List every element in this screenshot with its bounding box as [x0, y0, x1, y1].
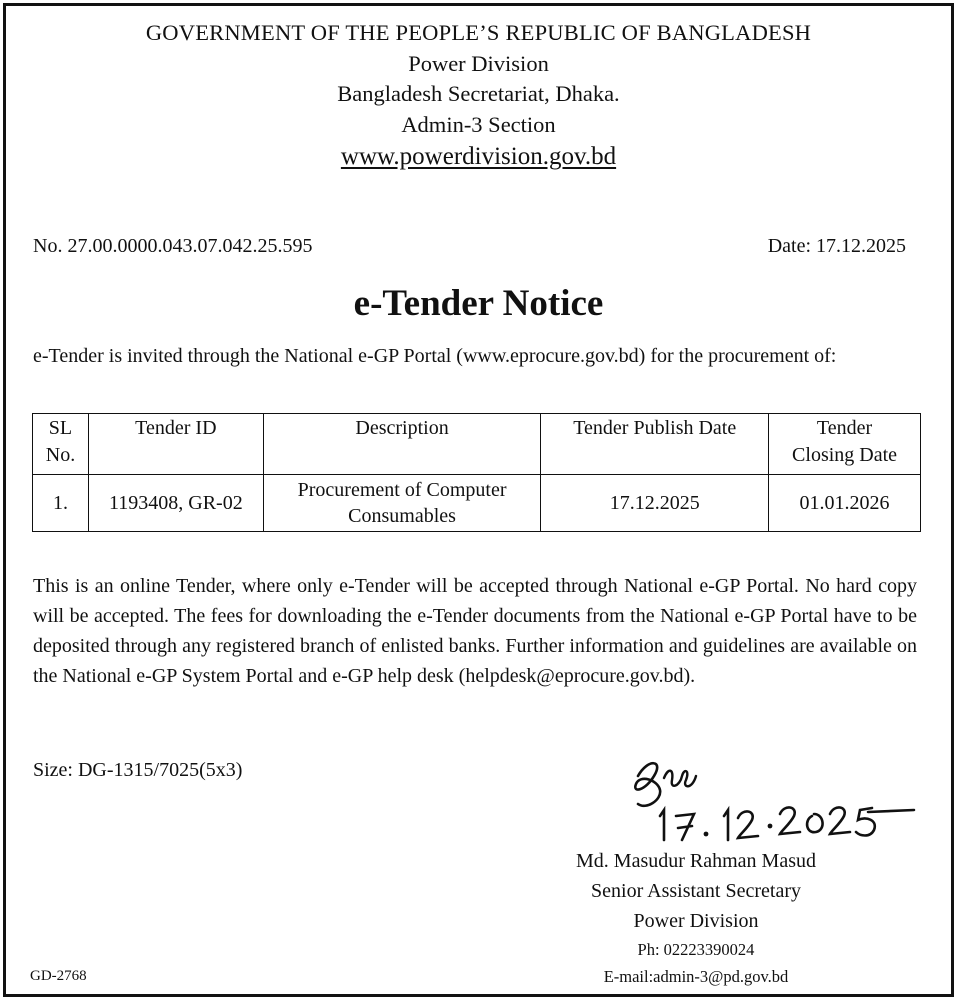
intro-text: e-Tender is invited through the National e-GP Portal (www.eprocure.gov.bd) for the procurement of:: [33, 345, 837, 367]
website-link[interactable]: www.powerdivision.gov.bd: [340, 143, 617, 170]
signatory-phone: Ph: 02223390024: [637, 940, 755, 959]
table-header-row: [33, 414, 921, 475]
tender-table: [32, 413, 921, 532]
letterhead: [6, 18, 951, 174]
section-name: Admin-3 Section: [401, 111, 556, 137]
table-row: [33, 475, 921, 532]
header-description: Description: [263, 414, 541, 475]
header-sl: SL No.: [33, 414, 89, 475]
gd-code: GD-2768: [30, 968, 87, 984]
notice-title: e-Tender Notice: [353, 283, 604, 324]
memo-number: No. 27.00.0000.043.07.042.25.595: [33, 235, 313, 257]
header-publish-date: Tender Publish Date: [541, 414, 769, 475]
header-closing-date: Tender Closing Date: [769, 414, 921, 475]
body-paragraph: This is an online Tender, where only e-Tender will be accepted through National e-GP Portal. No hard copy will be accepted. The fees for downloading the e-Tender documents from the National e-GP Portal have to be deposited through any registered branch of enlisted banks. Further information and guidelines are available on the National e-GP System Portal and e-GP help desk (helpdesk@eprocure.gov.bd).: [33, 575, 917, 687]
cell-description: Procurement of Computer Consumables: [263, 475, 541, 532]
signatory-email[interactable]: E-mail:admin-3@pd.gov.bd: [603, 967, 789, 986]
cell-tender-id: 1193408, GR-02: [88, 475, 263, 532]
signatory-designation: Senior Assistant Secretary: [591, 880, 801, 902]
secretariat-address: Bangladesh Secretariat, Dhaka.: [337, 81, 620, 106]
signature-image: [624, 754, 924, 849]
cell-closing-date: 01.01.2026: [769, 475, 921, 532]
size-note: Size: DG-1315/7025(5x3): [33, 759, 243, 781]
header-tender-id: Tender ID: [88, 414, 263, 475]
memo-date: Date: 17.12.2025: [767, 235, 906, 257]
notice-page: [3, 3, 954, 997]
division-name: Power Division: [408, 50, 549, 76]
signatory-name: Md. Masudur Rahman Masud: [576, 850, 816, 872]
government-name: GOVERNMENT OF THE PEOPLE’S REPUBLIC OF BANGLADESH: [145, 20, 812, 45]
cell-sl: 1.: [33, 475, 89, 532]
cell-publish-date: 17.12.2025: [541, 475, 769, 532]
signatory-office: Power Division: [633, 910, 759, 932]
signatory-block: [486, 846, 906, 990]
